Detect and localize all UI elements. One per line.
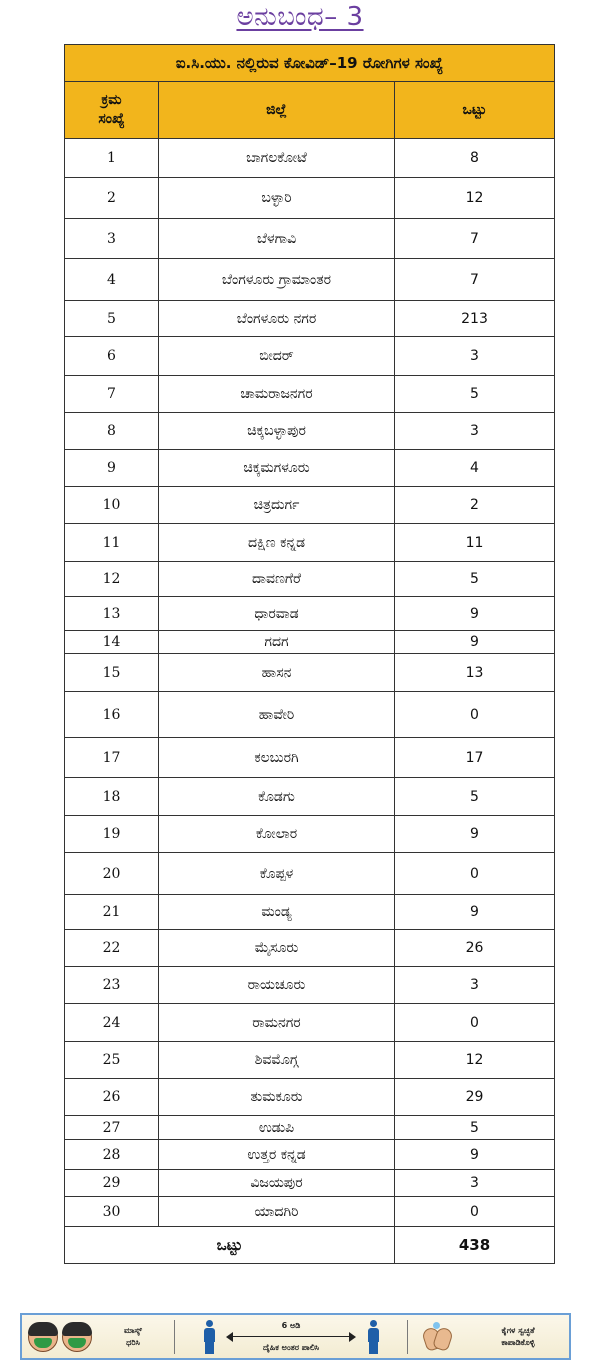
serial-number-cell: 18 (65, 778, 159, 816)
district-cell: ಉತ್ತರ ಕನ್ನಡ (159, 1140, 395, 1170)
masked-face-icon (62, 1322, 92, 1352)
count-cell: 5 (395, 778, 555, 816)
table-row (65, 853, 555, 895)
district-cell: ಬಳ್ಳಾರಿ (159, 178, 395, 219)
district-cell: ಉಡುಪಿ (159, 1116, 395, 1140)
district-cell: ಕಲಬುರಗಿ (159, 738, 395, 778)
count-cell: 5 (395, 1116, 555, 1140)
count-cell: 5 (395, 376, 555, 413)
count-cell: 0 (395, 1004, 555, 1042)
district-cell: ಚಿತ್ರದುರ್ಗ (159, 487, 395, 524)
count-cell: 8 (395, 139, 555, 178)
hygiene-text (501, 1325, 534, 1347)
district-cell: ಚಿಕ್ಕಬಳ್ಳಾಪುರ (159, 413, 395, 450)
page-title: ಅನುಬಂಧ– 3 (236, 2, 364, 32)
district-cell: ಮಂಡ್ಯ (159, 895, 395, 930)
table-row (65, 413, 555, 450)
serial-number-cell: 10 (65, 487, 159, 524)
table-row (65, 1116, 555, 1140)
district-cell: ಬಾಗಲಕೋಟೆ (159, 139, 395, 178)
serial-number-cell: 21 (65, 895, 159, 930)
serial-number-cell: 19 (65, 816, 159, 853)
count-cell: 0 (395, 692, 555, 738)
table-row (65, 139, 555, 178)
table-row (65, 487, 555, 524)
serial-number-cell: 14 (65, 631, 159, 654)
serial-number-cell: 12 (65, 562, 159, 597)
district-cell: ಕೊಡಗು (159, 778, 395, 816)
table-row (65, 178, 555, 219)
count-cell: 12 (395, 1042, 555, 1079)
count-cell: 0 (395, 853, 555, 895)
serial-number-cell: 29 (65, 1170, 159, 1197)
header-serial-line2: ಸಂಖ್ಯೆ (98, 111, 125, 127)
count-cell: 9 (395, 816, 555, 853)
serial-number-cell: 24 (65, 1004, 159, 1042)
table-row (65, 259, 555, 301)
table-row (65, 1042, 555, 1079)
table-row (65, 597, 555, 631)
district-cell: ಚಿಕ್ಕಮಗಳೂರು (159, 450, 395, 487)
table-caption: ಐ.ಸಿ.ಯು. ನಲ್ಲಿರುವ ಕೋವಿಡ್–19 ರೋಗಿಗಳ ಸಂಖ್ಯೆ (65, 45, 555, 82)
table-row (65, 219, 555, 259)
count-cell: 9 (395, 597, 555, 631)
district-cell: ಹಾಸನ (159, 654, 395, 692)
district-cell: ರಾಮನಗರ (159, 1004, 395, 1042)
table-row (65, 895, 555, 930)
serial-number-cell: 13 (65, 597, 159, 631)
table-row (65, 450, 555, 487)
count-cell: 12 (395, 178, 555, 219)
serial-number-cell: 15 (65, 654, 159, 692)
serial-number-cell: 25 (65, 1042, 159, 1079)
count-cell: 29 (395, 1079, 555, 1116)
mask-line2: ಧರಿಸಿ (126, 1337, 140, 1347)
distance-group (175, 1315, 407, 1358)
count-cell: 5 (395, 562, 555, 597)
hygiene-line2: ಕಾಪಾಡಿಕೊಳ್ಳಿ (501, 1337, 535, 1347)
distance-top-text: 6 ಅಡಿ (281, 1321, 301, 1331)
count-cell: 11 (395, 524, 555, 562)
distance-bottom-text: ದೈಹಿಕ ಅಂತರ ಪಾಲಿಸಿ (262, 1342, 320, 1352)
double-arrow-icon (226, 1332, 356, 1342)
serial-number-cell: 27 (65, 1116, 159, 1140)
table-row (65, 654, 555, 692)
district-cell: ವಿಜಯಪುರ (159, 1170, 395, 1197)
serial-number-cell: 8 (65, 413, 159, 450)
count-cell: 9 (395, 1140, 555, 1170)
district-cell: ಕೊಪ್ಪಳ (159, 853, 395, 895)
table-row (65, 1079, 555, 1116)
mask-line1: ಮಾಸ್ಕ್ (123, 1326, 143, 1336)
district-cell: ಹಾವೇರಿ (159, 692, 395, 738)
mask-text (124, 1325, 142, 1347)
table-row (65, 337, 555, 376)
count-cell: 0 (395, 1197, 555, 1227)
district-cell: ಬೀದರ್ (159, 337, 395, 376)
table-row (65, 1197, 555, 1227)
count-cell: 17 (395, 738, 555, 778)
serial-number-cell: 9 (65, 450, 159, 487)
table-body (65, 139, 555, 1227)
district-cell: ಗದಗ (159, 631, 395, 654)
count-cell: 3 (395, 1170, 555, 1197)
mask-icons-group (22, 1315, 92, 1358)
count-cell: 213 (395, 301, 555, 337)
header-total: ಒಟ್ಟು (395, 82, 555, 139)
serial-number-cell: 17 (65, 738, 159, 778)
district-cell: ರಾಯಚೂರು (159, 967, 395, 1004)
district-cell: ಯಾದಗಿರಿ (159, 1197, 395, 1227)
serial-number-cell: 5 (65, 301, 159, 337)
serial-number-cell: 6 (65, 337, 159, 376)
person-icon (202, 1320, 216, 1354)
count-cell: 13 (395, 654, 555, 692)
district-cell: ಬೆಂಗಳೂರು ನಗರ (159, 301, 395, 337)
covid-guidelines-banner (20, 1313, 571, 1360)
total-value: 438 (395, 1227, 555, 1264)
header-serial-number (65, 82, 159, 139)
district-cell: ಬೆಳಗಾವಿ (159, 219, 395, 259)
district-cell: ತುಮಕೂರು (159, 1079, 395, 1116)
hygiene-line1: ಕೈಗಳ ಸ್ವಚ್ಛತೆ (501, 1326, 535, 1336)
total-row (65, 1227, 555, 1264)
header-serial-line1: ಕ್ರಮ (101, 92, 122, 109)
serial-number-cell: 22 (65, 930, 159, 967)
count-cell: 2 (395, 487, 555, 524)
district-cell: ಚಾಮರಾಜನಗರ (159, 376, 395, 413)
district-cell: ಧಾರವಾಡ (159, 597, 395, 631)
serial-number-cell: 11 (65, 524, 159, 562)
count-cell: 3 (395, 967, 555, 1004)
count-cell: 9 (395, 631, 555, 654)
icu-patients-table (64, 44, 555, 1264)
district-cell: ಶಿವಮೊಗ್ಗ (159, 1042, 395, 1079)
table-row (65, 778, 555, 816)
serial-number-cell: 2 (65, 178, 159, 219)
table-row (65, 301, 555, 337)
table-row (65, 738, 555, 778)
table-row (65, 930, 555, 967)
table-row (65, 1004, 555, 1042)
masked-face-icon (28, 1322, 58, 1352)
serial-number-cell: 4 (65, 259, 159, 301)
table-row (65, 967, 555, 1004)
count-cell: 7 (395, 219, 555, 259)
table-row (65, 816, 555, 853)
serial-number-cell: 1 (65, 139, 159, 178)
count-cell: 3 (395, 337, 555, 376)
serial-number-cell: 20 (65, 853, 159, 895)
count-cell: 7 (395, 259, 555, 301)
table-row (65, 631, 555, 654)
count-cell: 26 (395, 930, 555, 967)
serial-number-cell: 26 (65, 1079, 159, 1116)
serial-number-cell: 7 (65, 376, 159, 413)
serial-number-cell: 16 (65, 692, 159, 738)
serial-number-cell: 28 (65, 1140, 159, 1170)
count-cell: 9 (395, 895, 555, 930)
count-cell: 3 (395, 413, 555, 450)
district-cell: ಮೈಸೂರು (159, 930, 395, 967)
count-cell: 4 (395, 450, 555, 487)
header-district: ಜಿಲ್ಲೆ (159, 82, 395, 139)
district-cell: ಬೆಂಗಳೂರು ಗ್ರಾಮಾಂತರ (159, 259, 395, 301)
district-cell: ಕೋಲಾರ (159, 816, 395, 853)
district-cell: ದಕ್ಷಿಣ ಕನ್ನಡ (159, 524, 395, 562)
table-row (65, 376, 555, 413)
total-label: ಒಟ್ಟು (65, 1227, 395, 1264)
serial-number-cell: 3 (65, 219, 159, 259)
table-row (65, 1170, 555, 1197)
serial-number-cell: 23 (65, 967, 159, 1004)
hand-wash-icon (421, 1322, 455, 1352)
serial-number-cell: 30 (65, 1197, 159, 1227)
table-row (65, 692, 555, 738)
district-cell: ದಾವಣಗೆರೆ (159, 562, 395, 597)
table-row (65, 1140, 555, 1170)
person-icon (366, 1320, 380, 1354)
table-row (65, 562, 555, 597)
table-row (65, 524, 555, 562)
